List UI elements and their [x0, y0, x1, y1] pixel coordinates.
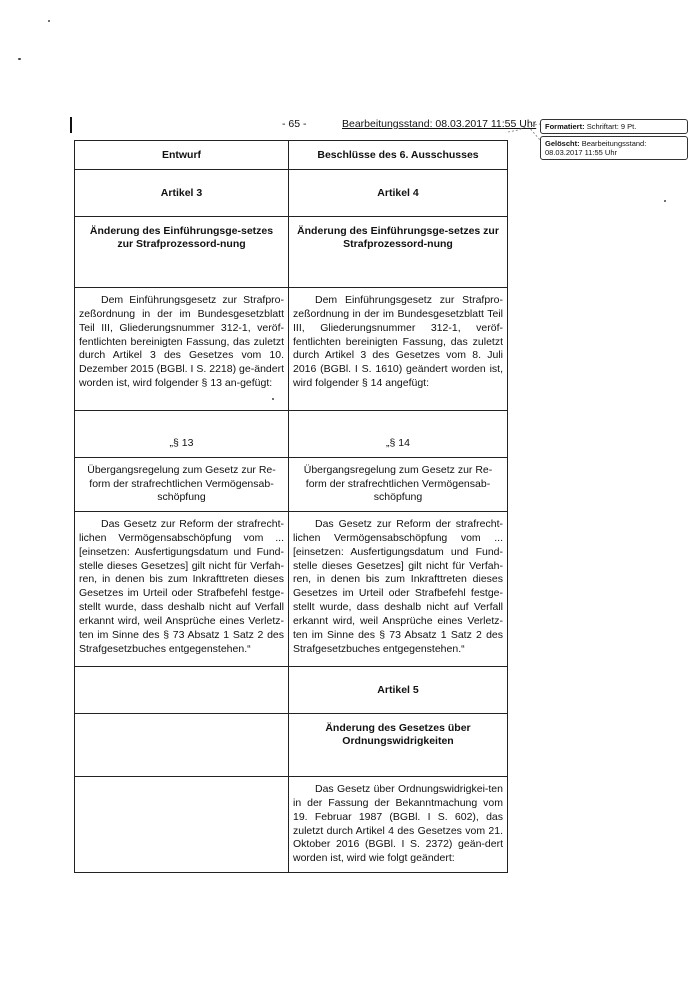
- table-row: [75, 458, 508, 512]
- comment-text: Schriftart: 9 Pt.: [586, 122, 637, 131]
- empty-cell: [75, 713, 289, 776]
- page-number: - 65 -: [282, 118, 307, 130]
- paragraph-title-right: Übergangsregelung zum Gesetz zur Re-form der strafrechtlichen Vermögensab-schöpfung: [289, 458, 508, 512]
- table-row: [75, 666, 508, 713]
- table-row: [75, 511, 508, 666]
- table-row: [75, 411, 508, 458]
- comment-text: Bearbeitungsstand: 08.03.2017 11:55 Uhr: [545, 139, 647, 158]
- artikel-heading-left: Artikel 3: [75, 170, 289, 217]
- table-row: [75, 776, 508, 872]
- artikel5-title: Änderung des Gesetzes über Ordnungswidrigkeiten: [289, 713, 508, 776]
- empty-cell: [75, 776, 289, 872]
- artikel-heading-right: Artikel 4: [289, 170, 508, 217]
- status-line: Bearbeitungsstand: 08.03.2017 11:55 Uhr: [342, 118, 537, 130]
- comment-deleted[interactable]: [540, 136, 688, 160]
- paragraph-text-left: Das Gesetz zur Reform der strafrecht-lichen Vermögensabschöpfung vom ... [einsetzen: Ausfertigungsdatum und Fund-stelle dieses Gesetzes] gilt nicht für Verfah-ren, in denen bis zum Inkrafttreten dieses Gesetzes im Urteil oder Strafbefehl festge-stellt wurde, dass deshalb nicht auf Verfall erkannt wird, weil Ansprüche eines Verletz-ten im Sinne des § 73 Absatz 1 Satz 2 des Strafgesetzbuches entgegenstehen.“: [79, 517, 284, 655]
- comment-formatted[interactable]: [540, 119, 688, 134]
- scan-speck: [18, 58, 21, 60]
- table-row: [75, 713, 508, 776]
- comment-label: Gelöscht:: [545, 139, 580, 148]
- table-row: [75, 288, 508, 411]
- paragraph-number-left: „§ 13: [75, 411, 289, 458]
- page-header: [70, 118, 537, 134]
- table-row: [75, 141, 508, 170]
- artikel5-heading: Artikel 5: [289, 666, 508, 713]
- comment-connector: [508, 110, 542, 140]
- body-text-right: Dem Einführungsgesetz zur Strafpro-zeßordnung in der im Bundesgesetzblatt Teil III, Gliederungsnummer 312-1, veröf-fentlichten bereinigten Fassung, das zuletzt durch Artikel 3 des Gesetzes vom 8. Juli 2016 (BGBl. I S. 1610) geändert worden ist, wird folgender § 14 angefügt:: [293, 294, 503, 390]
- body-text-left: Dem Einführungsgesetz zur Strafpro-zeßordnung in der im Bundesgesetzblatt Teil III, Gliederungsnummer 312-1, veröf-fentlichten bereinigten Fassung, das zuletzt durch Artikel 3 des Gesetzes vom 10. Dezember 2015 (BGBl. I S. 2218) ge-ändert worden ist, wird folgender § 13 an-gefügt:: [79, 294, 284, 390]
- empty-cell: [75, 666, 289, 713]
- artikel-title-left: Änderung des Einführungsge-setzes zur Strafprozessord-nung: [75, 217, 289, 288]
- scan-speck: [48, 20, 50, 22]
- table-row: [75, 170, 508, 217]
- column-header-right: Beschlüsse des 6. Ausschusses: [289, 141, 508, 170]
- scan-speck: [664, 200, 666, 202]
- table-row: [75, 217, 508, 288]
- column-header-left: Entwurf: [75, 141, 289, 170]
- paragraph-text-right: Das Gesetz zur Reform der strafrecht-lichen Vermögensabschöpfung vom ... [einsetzen: Ausfertigungsdatum und Fund-stelle dieses Gesetzes] gilt nicht für Verfah-ren, in denen bis zum Inkrafttreten dieses Gesetzes im Urteil oder Strafbefehl festge-stellt wurde, dass deshalb nicht auf Verfall erkannt wird, weil Ansprüche eines Verletz-ten im Sinne des § 73 Absatz 1 Satz 2 des Strafgesetzbuches entgegenstehen.“: [293, 517, 503, 655]
- paragraph-title-left: Übergangsregelung zum Gesetz zur Re-form der strafrechtlichen Vermögensab-schöpfung: [75, 458, 289, 512]
- paragraph-number-right: „§ 14: [289, 411, 508, 458]
- synopsis-table: [74, 140, 508, 873]
- artikel5-body: Das Gesetz über Ordnungswidrigkei-ten in der Fassung der Bekanntmachung vom 19. Februar 1987 (BGBl. I S. 602), das zuletzt durch Artikel 4 des Gesetzes vom 21. Oktober 2016 (BGBl. I S. 2372) geän-dert worden ist, wird wie folgt geändert:: [293, 782, 503, 865]
- artikel-title-right: Änderung des Einführungsge-setzes zur Strafprozessord-nung: [289, 217, 508, 288]
- comment-label: Formatiert:: [545, 122, 585, 131]
